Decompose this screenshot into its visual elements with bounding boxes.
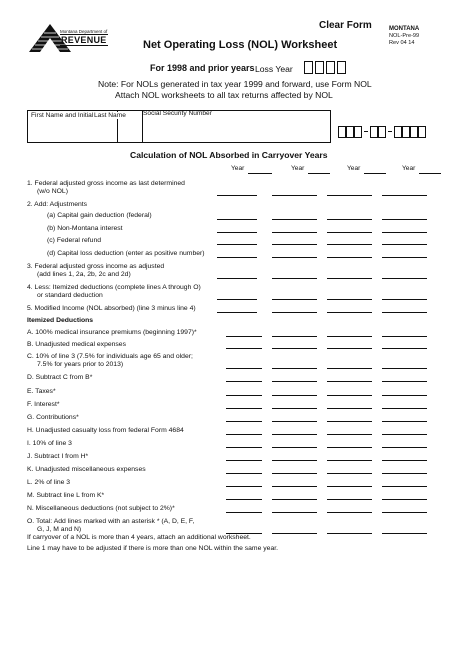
itemized-N-amount-4[interactable] bbox=[382, 512, 427, 513]
itemized-G-amount-3[interactable] bbox=[327, 421, 372, 422]
itemized-O2-amount-4[interactable] bbox=[382, 533, 427, 534]
itemized-O2-amount-3[interactable] bbox=[327, 533, 372, 534]
line-l1b-amount-4[interactable] bbox=[382, 195, 427, 196]
line-l1b-amount-2[interactable] bbox=[272, 195, 317, 196]
itemized-C1-label: C. 10% of line 3 (7.5% for individuals age 65 and older; bbox=[27, 353, 193, 360]
itemized-B-amount-4[interactable] bbox=[382, 348, 427, 349]
itemized-J-amount-2[interactable] bbox=[272, 460, 317, 461]
itemized-N-amount-2[interactable] bbox=[272, 512, 317, 513]
line-l4b-amount-2[interactable] bbox=[272, 299, 317, 300]
itemized-K-amount-2[interactable] bbox=[272, 473, 317, 474]
itemized-D-amount-3[interactable] bbox=[327, 381, 372, 382]
loss-year-digit-4[interactable] bbox=[337, 61, 346, 74]
footer-note-1: If carryover of a NOL is more than 4 years, attach an additional worksheet. bbox=[27, 534, 251, 541]
line-l3b-label: (add lines 1, 2a, 2b, 2c and 2d) bbox=[37, 271, 131, 278]
ssn-digit-box[interactable] bbox=[338, 126, 346, 138]
line-l5-amount-2[interactable] bbox=[272, 312, 317, 313]
logo-word: REVENUE bbox=[61, 35, 107, 45]
line-l2a-amount-2[interactable] bbox=[272, 219, 317, 220]
line-l2c-label: (c) Federal refund bbox=[47, 237, 102, 244]
line-l2c-amount-2[interactable] bbox=[272, 244, 317, 245]
itemized-N-amount-3[interactable] bbox=[327, 512, 372, 513]
line-l2d-label: (d) Capital loss deduction (enter as positive number) bbox=[47, 250, 205, 257]
itemized-B-amount-3[interactable] bbox=[327, 348, 372, 349]
year-column-input[interactable] bbox=[248, 173, 272, 174]
line-l2b-amount-1[interactable] bbox=[217, 232, 257, 233]
itemized-C2-amount-2[interactable] bbox=[272, 368, 317, 369]
itemized-I-amount-2[interactable] bbox=[272, 447, 317, 448]
itemized-K-amount-1[interactable] bbox=[226, 473, 262, 474]
line-l3b-amount-1[interactable] bbox=[217, 278, 257, 279]
itemized-M-label: M. Subtract line L from K* bbox=[27, 492, 105, 499]
itemized-E-amount-3[interactable] bbox=[327, 395, 372, 396]
itemized-A-amount-2[interactable] bbox=[272, 336, 317, 337]
itemized-G-amount-1[interactable] bbox=[226, 421, 262, 422]
itemized-K-amount-4[interactable] bbox=[382, 473, 427, 474]
loss-year-digit-2[interactable] bbox=[315, 61, 324, 74]
ssn-digit-box[interactable] bbox=[418, 126, 426, 138]
calc-section-title: Calculation of NOL Absorbed in Carryover Years bbox=[130, 150, 328, 160]
year-column-label: Year bbox=[402, 165, 416, 172]
ssn-digit-box[interactable] bbox=[346, 126, 354, 138]
line-l1b-label: (w/o NOL) bbox=[37, 188, 68, 195]
itemized-I-label: I. 10% of line 3 bbox=[27, 440, 72, 447]
footer-note-2: Line 1 may have to be adjusted if there is more than one NOL within the same year. bbox=[27, 545, 278, 552]
itemized-L-amount-1[interactable] bbox=[226, 486, 262, 487]
itemized-heading: Itemized Deductions bbox=[27, 317, 94, 324]
first-name-label: First Name and Initial bbox=[31, 112, 94, 119]
itemized-K-label: K. Unadjusted miscellaneous expenses bbox=[27, 466, 146, 473]
loss-year-digit-3[interactable] bbox=[326, 61, 335, 74]
itemized-G-amount-2[interactable] bbox=[272, 421, 317, 422]
itemized-I-amount-4[interactable] bbox=[382, 447, 427, 448]
itemized-J-amount-1[interactable] bbox=[226, 460, 262, 461]
itemized-O1-label: O. Total: Add lines marked with an asterisk * (A, D, E, F, bbox=[27, 518, 195, 525]
page-subtitle: For 1998 and prior years bbox=[150, 63, 255, 73]
itemized-B-label: B. Unadjusted medical expenses bbox=[27, 341, 126, 348]
year-column-label: Year bbox=[347, 165, 361, 172]
itemized-I-amount-1[interactable] bbox=[226, 447, 262, 448]
line-l2d-amount-3[interactable] bbox=[327, 257, 372, 258]
itemized-L-amount-3[interactable] bbox=[327, 486, 372, 487]
itemized-C2-label: 7.5% for years prior to 2013) bbox=[37, 361, 124, 368]
itemized-E-amount-1[interactable] bbox=[226, 395, 262, 396]
line-l2a-label: (a) Capital gain deduction (federal) bbox=[47, 212, 152, 219]
ssn-dash bbox=[388, 131, 392, 132]
itemized-B-amount-2[interactable] bbox=[272, 348, 317, 349]
itemized-D-amount-2[interactable] bbox=[272, 381, 317, 382]
itemized-N-label: N. Miscellaneous deductions (not subject to 2%)* bbox=[27, 505, 175, 512]
itemized-G-label: G. Contributions* bbox=[27, 414, 79, 421]
itemized-M-amount-1[interactable] bbox=[226, 499, 262, 500]
ssn-digit-box[interactable] bbox=[378, 126, 386, 138]
line-l5-amount-4[interactable] bbox=[382, 312, 427, 313]
line-l2c-amount-3[interactable] bbox=[327, 244, 372, 245]
line-l2a-amount-3[interactable] bbox=[327, 219, 372, 220]
itemized-D-amount-1[interactable] bbox=[226, 381, 262, 382]
itemized-J-amount-3[interactable] bbox=[327, 460, 372, 461]
line-l2d-amount-4[interactable] bbox=[382, 257, 427, 258]
itemized-A-label: A. 100% medical insurance premiums (beginning 1997)* bbox=[27, 329, 197, 336]
ssn-digit-box[interactable] bbox=[394, 126, 402, 138]
itemized-K-amount-3[interactable] bbox=[327, 473, 372, 474]
itemized-F-amount-2[interactable] bbox=[272, 408, 317, 409]
itemized-O2-label: G, J, M and N) bbox=[37, 526, 82, 533]
line-l5-label: 5. Modified Income (NOL absorbed) (line 3 minus line 4) bbox=[27, 305, 196, 312]
form-code: NOL-Pre-99 bbox=[389, 33, 420, 39]
line-l2b-amount-3[interactable] bbox=[327, 232, 372, 233]
line-l3a-label: 3. Federal adjusted gross income as adjusted bbox=[27, 263, 165, 270]
itemized-O2-amount-2[interactable] bbox=[272, 533, 317, 534]
line-l4a-label: 4. Less: Itemized deductions (complete lines A through O) bbox=[27, 284, 201, 291]
itemized-J-label: J. Subtract I from H* bbox=[27, 453, 89, 460]
year-column-label: Year bbox=[291, 165, 305, 172]
itemized-N-amount-1[interactable] bbox=[226, 512, 262, 513]
itemized-M-amount-3[interactable] bbox=[327, 499, 372, 500]
year-column-input[interactable] bbox=[308, 173, 330, 174]
line-l4b-label: or standard deduction bbox=[37, 292, 103, 299]
itemized-D-label: D. Subtract C from B* bbox=[27, 374, 93, 381]
itemized-L-amount-2[interactable] bbox=[272, 486, 317, 487]
itemized-E-amount-2[interactable] bbox=[272, 395, 317, 396]
itemized-H-amount-3[interactable] bbox=[327, 434, 372, 435]
loss-year-label: Loss Year bbox=[255, 64, 293, 74]
line-l2c-amount-1[interactable] bbox=[217, 244, 257, 245]
itemized-H-amount-1[interactable] bbox=[226, 434, 262, 435]
line-l2c-amount-4[interactable] bbox=[382, 244, 427, 245]
loss-year-digit-1[interactable] bbox=[304, 61, 313, 74]
form-revision: Rev 04 14 bbox=[389, 40, 415, 46]
page-title: Net Operating Loss (NOL) Worksheet bbox=[143, 39, 338, 51]
logo-subtitle: Montana Department of bbox=[60, 29, 108, 34]
itemized-F-amount-3[interactable] bbox=[327, 408, 372, 409]
line-l2d-amount-2[interactable] bbox=[272, 257, 317, 258]
itemized-E-label: E. Taxes* bbox=[27, 388, 56, 395]
note-line-1: Note: For NOLs generated in tax year 1999 and forward, use Form NOL bbox=[98, 79, 372, 89]
itemized-H-amount-4[interactable] bbox=[382, 434, 427, 435]
itemized-H-amount-2[interactable] bbox=[272, 434, 317, 435]
itemized-M-amount-2[interactable] bbox=[272, 499, 317, 500]
note-line-2: Attach NOL worksheets to all tax returns affected by NOL bbox=[115, 90, 333, 100]
ssn-label: Social Security Number bbox=[143, 110, 212, 117]
itemized-A-amount-4[interactable] bbox=[382, 336, 427, 337]
line-l1b-amount-3[interactable] bbox=[327, 195, 372, 196]
line-l4b-amount-1[interactable] bbox=[217, 299, 257, 300]
line-l2b-amount-2[interactable] bbox=[272, 232, 317, 233]
ssn-digit-box[interactable] bbox=[402, 126, 410, 138]
line-l5-amount-3[interactable] bbox=[327, 312, 372, 313]
ssn-dash bbox=[364, 131, 368, 132]
itemized-B-amount-1[interactable] bbox=[226, 348, 262, 349]
line-l2-label: 2. Add: Adjustments bbox=[27, 201, 88, 208]
itemized-D-amount-4[interactable] bbox=[382, 381, 427, 382]
itemized-M-amount-4[interactable] bbox=[382, 499, 427, 500]
itemized-L-label: L. 2% of line 3 bbox=[27, 479, 71, 486]
ssn-digit-box[interactable] bbox=[354, 126, 362, 138]
year-column-input[interactable] bbox=[419, 173, 441, 174]
line-l2a-amount-1[interactable] bbox=[217, 219, 257, 220]
last-name-label: Last Name bbox=[94, 112, 126, 119]
line-l3b-amount-3[interactable] bbox=[327, 278, 372, 279]
itemized-C2-amount-4[interactable] bbox=[382, 368, 427, 369]
itemized-H-label: H. Unadjusted casualty loss from federal Form 4684 bbox=[27, 427, 184, 434]
itemized-J-amount-4[interactable] bbox=[382, 460, 427, 461]
itemized-F-amount-1[interactable] bbox=[226, 408, 262, 409]
itemized-G-amount-4[interactable] bbox=[382, 421, 427, 422]
line-l5-amount-1[interactable] bbox=[217, 312, 257, 313]
itemized-A-amount-1[interactable] bbox=[226, 336, 262, 337]
line-l3b-amount-4[interactable] bbox=[382, 278, 427, 279]
itemized-F-amount-4[interactable] bbox=[382, 408, 427, 409]
itemized-C2-amount-1[interactable] bbox=[226, 368, 262, 369]
line-l3b-amount-2[interactable] bbox=[272, 278, 317, 279]
line-l2b-amount-4[interactable] bbox=[382, 232, 427, 233]
ssn-digit-box[interactable] bbox=[370, 126, 378, 138]
itemized-L-amount-4[interactable] bbox=[382, 486, 427, 487]
line-l4b-amount-3[interactable] bbox=[327, 299, 372, 300]
ssn-digit-box[interactable] bbox=[410, 126, 418, 138]
itemized-E-amount-4[interactable] bbox=[382, 395, 427, 396]
itemized-A-amount-3[interactable] bbox=[327, 336, 372, 337]
line-l1b-amount-1[interactable] bbox=[217, 195, 257, 196]
line-l2d-amount-1[interactable] bbox=[217, 257, 257, 258]
itemized-C2-amount-3[interactable] bbox=[327, 368, 372, 369]
line-l2b-label: (b) Non-Montana interest bbox=[47, 225, 123, 232]
line-l1a-label: 1. Federal adjusted gross income as last determined bbox=[27, 180, 185, 187]
year-column-label: Year bbox=[231, 165, 245, 172]
clear-form-button[interactable]: Clear Form bbox=[319, 20, 372, 31]
itemized-I-amount-3[interactable] bbox=[327, 447, 372, 448]
line-l2a-amount-4[interactable] bbox=[382, 219, 427, 220]
year-column-input[interactable] bbox=[364, 173, 386, 174]
line-l4b-amount-4[interactable] bbox=[382, 299, 427, 300]
form-state: MONTANA bbox=[389, 26, 420, 32]
itemized-F-label: F. Interest* bbox=[27, 401, 60, 408]
